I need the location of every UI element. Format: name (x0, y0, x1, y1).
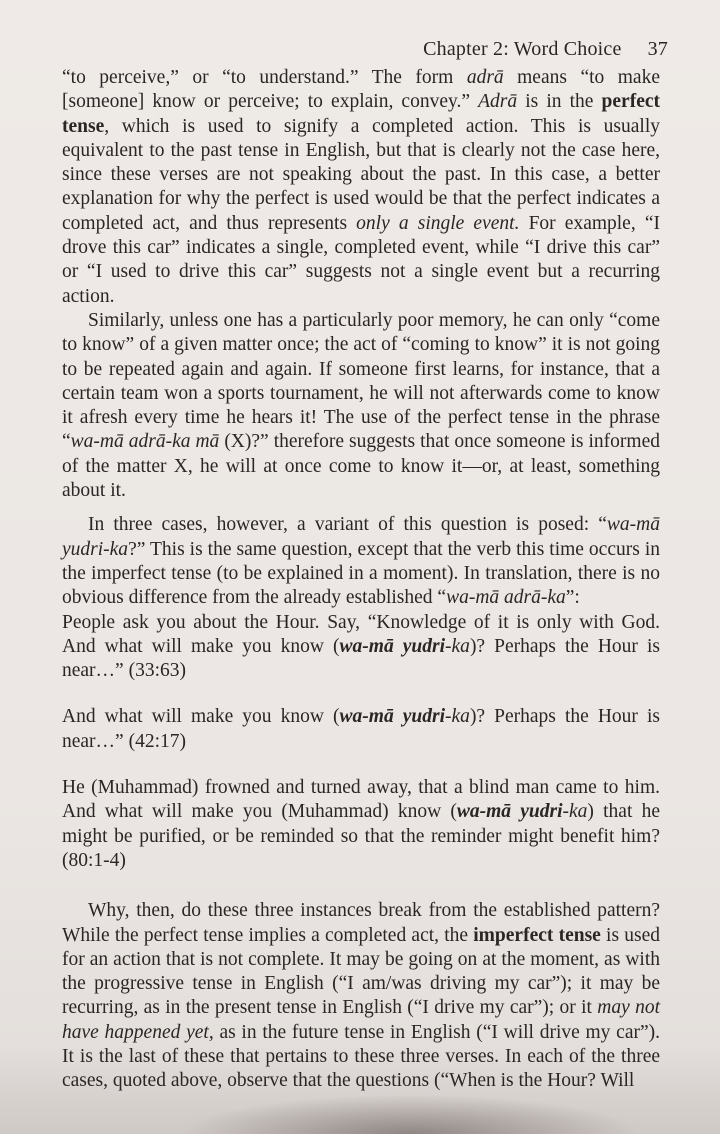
body-text (62, 66, 660, 1094)
emphasis-text: ka (451, 706, 470, 728)
text-run: “to perceive,” or “to understand.” The form (62, 67, 467, 88)
text-run: And what will make you know ( (62, 706, 340, 728)
text-run: - (445, 635, 452, 657)
text-run: (X)?” therefore suggests that once someone is informed of the matter X, he will at once come to know it—or, at least, something about it. (62, 431, 660, 502)
text-run: ”: (565, 587, 580, 609)
text-run: Similarly, unless one has a particularly poor memory, he can only “come to know” of a given matter once; the act of “coming to know” it is not going to be repeated again and again. If someone first learns, for instance, that a certain team won a sports tournament, he will not afterwards come to know it afresh every time he hears it! The use of the perfect tense in the phrase “ (62, 309, 660, 453)
emphasis-text: ka (569, 801, 588, 823)
block-quote (62, 611, 660, 684)
chapter-title: Chapter 2: Word Choice (423, 38, 622, 60)
emphasis-text: wa-mā yudri (339, 635, 446, 657)
running-head (423, 38, 668, 61)
emphasis-text: perfect tense (62, 91, 660, 137)
text-run: Why, then, do these three instances break from the established pattern? While the perfect tense implies a completed act, the (62, 900, 660, 946)
emphasis-text: wa-mā adrā-ka (446, 587, 566, 609)
emphasis-text: may not have happened yet (62, 997, 660, 1043)
page-number: 37 (647, 38, 668, 60)
emphasis-text: Adrā (478, 91, 518, 113)
text-run: He (Muhammad) frowned and turned away, that a blind man came to him. And what will make you (Muhammad) know ( (62, 777, 660, 823)
text-run: - (445, 706, 452, 728)
text-run: ) that he might be purified, or be reminded so that the reminder might benefit him? (80:1-4) (62, 801, 660, 871)
text-run: ?” This is the same question, except that the verb this time occurs in the imperfect tense (to be explained in a moment). In translation, there is no obvious difference from the already established “ (62, 538, 660, 609)
emphasis-text: imperfect tense (473, 924, 601, 946)
emphasis-text: wa-mā yudri (339, 706, 446, 728)
emphasis-text: wa-mā yudri (456, 801, 563, 823)
text-run: )? Perhaps the Hour is near…” (33:63) (62, 635, 660, 682)
text-run: is in the (517, 91, 602, 113)
emphasis-text: only a single event. (356, 212, 520, 234)
text-run: For example, “I drove this car” indicates a single, completed event, while “I drive this car” or “I used to drive this car” suggests not a single event but a recurring action. (62, 212, 660, 307)
emphasis-text: wa-mā adrā-ka mā (70, 431, 220, 453)
text-run: is used for an action that is not complete. It may be going on at the moment, as with the progressive tense in English (“I am/was driving my car”); it may be recurring, as in the present tense in English (“I drive my car”); or it (62, 924, 660, 1019)
text-run: In three cases, however, a variant of this question is posed: “ (88, 514, 607, 536)
text-run: )? Perhaps the Hour is near…” (42:17) (62, 706, 660, 752)
paragraph (62, 513, 660, 610)
text-run: People ask you about the Hour. Say, “Knowledge of it is only with God. And what will make you know ( (62, 611, 660, 657)
paragraph (62, 66, 660, 309)
block-quote (62, 776, 660, 873)
text-run: - (562, 801, 569, 823)
text-run: , which is used to signify a completed action. This is usually equivalent to the past tense in English, but that is clearly not the case here, since these verses are not speaking about the past. In this case, a better explanation for why the perfect is used would be that the perfect indicates a completed act, and thus represents (62, 115, 660, 234)
emphasis-text: ka (451, 635, 470, 657)
emphasis-text: adrā (466, 67, 504, 88)
emphasis-text: wa-mā yudri-ka (62, 514, 660, 560)
text-run: means “to make [someone] know or perceive; to explain, convey.” (62, 67, 660, 113)
paragraph (62, 899, 660, 1093)
paragraph (62, 309, 660, 503)
page-shadow (180, 1094, 640, 1134)
block-quote (62, 705, 660, 754)
text-run: , as in the future tense in English (“I will drive my car”). It is the last of these that pertains to these three verses. In each of the three cases, quoted above, observe that the questions (“When is the Hour? Will (62, 1021, 660, 1092)
